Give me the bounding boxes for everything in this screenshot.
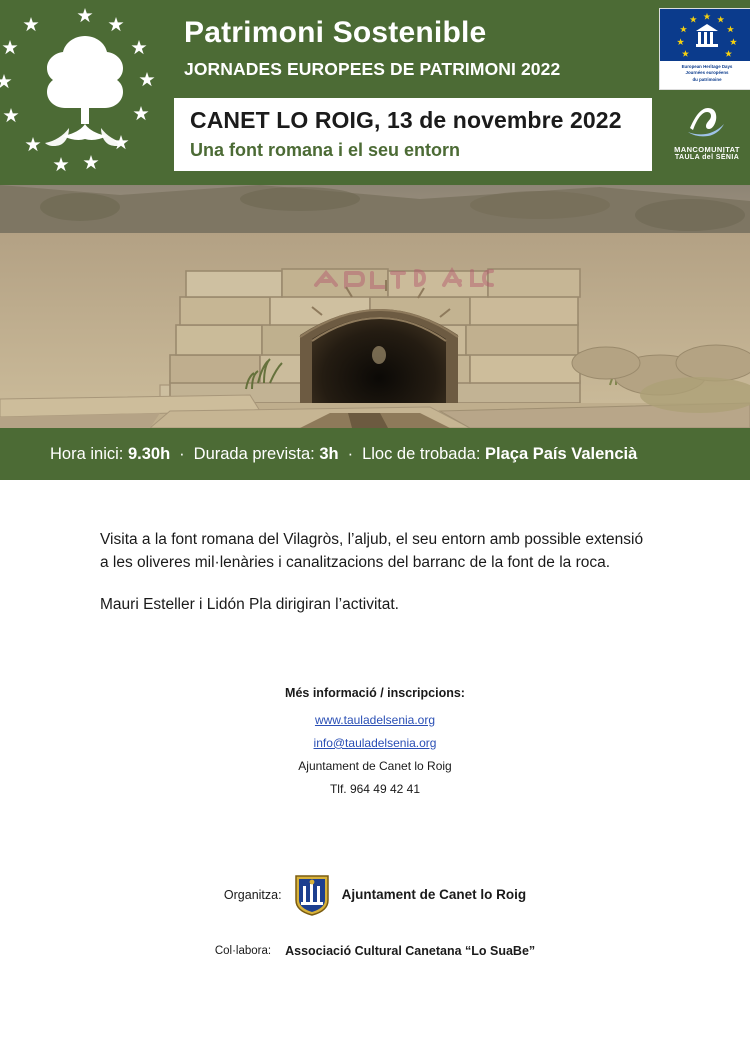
start-time-label: Hora inici: bbox=[50, 444, 124, 463]
details-separator-1: · bbox=[179, 444, 185, 463]
email-link[interactable]: info@tauladelsenia.org bbox=[313, 735, 437, 750]
description-paragraph-2: Mauri Esteller i Lidón Pla dirigiran l’activitat. bbox=[100, 595, 399, 613]
ehd-caption-line-1: European Heritage Days bbox=[681, 64, 733, 69]
ehd-logo-field bbox=[660, 9, 750, 61]
duration-label: Durada prevista: bbox=[193, 444, 315, 463]
mancomunitat-mark-icon bbox=[684, 102, 730, 138]
ehd-logo-caption bbox=[660, 61, 750, 83]
event-band bbox=[174, 98, 652, 171]
ehd-caption-line-3: du patrimoine bbox=[692, 76, 722, 82]
event-location-date: CANET LO ROIG, 13 de novembre 2022 bbox=[190, 107, 622, 133]
page-title: Patrimoni Sostenible bbox=[184, 16, 487, 49]
header-titles bbox=[170, 0, 652, 185]
description-section bbox=[0, 480, 750, 958]
organizer-name: Ajuntament de Canet lo Roig bbox=[341, 887, 527, 903]
header-emblem-area bbox=[0, 0, 170, 185]
duration-value: 3h bbox=[319, 444, 339, 463]
meeting-point-value: Plaça País Valencià bbox=[485, 444, 638, 463]
organizer-label: Organitza: bbox=[223, 887, 282, 902]
canet-lo-roig-crest-icon bbox=[294, 874, 330, 916]
start-time-value: 9.30h bbox=[127, 444, 171, 463]
event-photo bbox=[0, 185, 750, 428]
mancomunitat-line-2: TAULA del SÉNIA bbox=[674, 154, 740, 161]
mancomunitat-logo bbox=[655, 102, 750, 161]
page-subtitle: JORNADES EUROPEES DE PATRIMONI 2022 bbox=[184, 59, 561, 79]
collaborator-label: Col·labora: bbox=[214, 944, 272, 957]
contact-section bbox=[100, 686, 650, 796]
event-details-bar bbox=[0, 428, 750, 480]
contact-title: Més informació / inscripcions: bbox=[285, 685, 465, 700]
contact-phone: Tlf. 964 49 42 41 bbox=[329, 781, 421, 796]
mancomunitat-line-1: MANCOMUNITAT bbox=[674, 145, 740, 154]
monument-icon bbox=[694, 23, 720, 49]
ehd-caption-line-2: Journées européens bbox=[685, 70, 729, 76]
meeting-point-label: Lloc de trobada: bbox=[362, 444, 481, 463]
photo-illustration bbox=[0, 185, 750, 428]
contact-organization: Ajuntament de Canet lo Roig bbox=[298, 758, 452, 773]
website-link[interactable]: www.tauladelsenia.org bbox=[314, 712, 436, 727]
organizer-row bbox=[100, 874, 650, 916]
organizers-section bbox=[100, 874, 650, 958]
description-paragraph-1: Visita a la font romana del Vilagròs, l’aljub, el seu entorn amb possible extensió a les oliveres mil·lenàries i canalitzacions del barranc de la font de la roca. bbox=[100, 531, 644, 572]
collaborator-name: Associació Cultural Canetana “Lo SuaBe” bbox=[285, 943, 536, 958]
details-separator-2: · bbox=[347, 444, 354, 463]
poster-header bbox=[0, 0, 750, 185]
tree-emblem-icon bbox=[25, 28, 145, 158]
european-heritage-days-logo bbox=[659, 8, 750, 90]
event-theme: Una font romana i el seu entorn bbox=[190, 140, 461, 160]
header-logos bbox=[652, 0, 750, 185]
collaborator-row bbox=[100, 944, 650, 958]
